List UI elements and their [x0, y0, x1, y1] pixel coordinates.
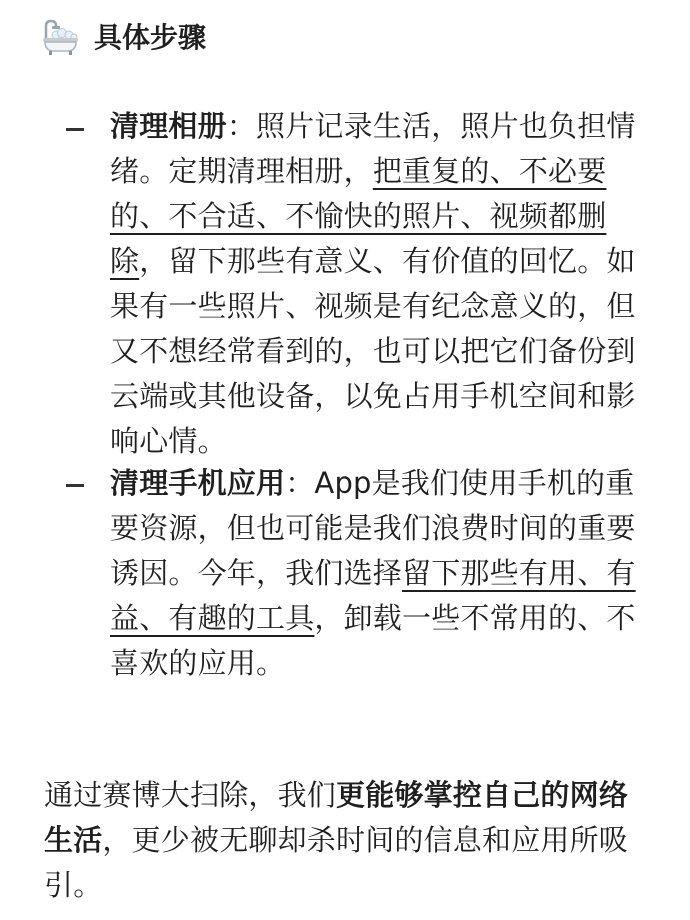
list-item-underlined-text: 留下那些有用、有益、有趣的工具: [110, 556, 636, 635]
list-item-text: [110, 104, 640, 464]
section-heading: [40, 18, 206, 58]
list-item-separator: ：: [285, 466, 315, 500]
bullet-dash-icon: [66, 484, 84, 487]
list-item-body: ，卸载一些不常用的、不喜欢的应用。: [110, 601, 636, 680]
conclusion-bold-text: 更能够掌控自己的网络生活: [44, 778, 629, 857]
list-item-underlined-text: 把重复的、不必要的、不合适、不愉快的照片、视频都删除: [110, 154, 607, 278]
list-item-text: [110, 461, 640, 686]
list-item-separator: ：: [226, 109, 257, 143]
list-item-title: 清理相册: [110, 109, 227, 143]
conclusion-text: ，更少被无聊却杀时间的信息和应用所吸引。: [44, 823, 629, 902]
conclusion-paragraph: [44, 773, 654, 908]
list-item-body: 照片记录生活，照片也负担情绪。定期清理相册，: [110, 109, 636, 188]
section-title: 具体步骤: [94, 21, 207, 54]
list-item-title: 清理手机应用: [110, 466, 286, 500]
list-item-body: ，留下那些有意义、有价值的回忆。如果有一些照片、视频是有纪念意义的，但又不想经常看到的，也可以把它们备份到云端或其他设备，以免占用手机空间和影响心情。: [110, 244, 636, 458]
list-item-body: App是我们使用手机的重要资源，但也可能是我们浪费时间的重要诱因。今年，我们选择: [110, 466, 636, 590]
conclusion-text: 通过赛博大扫除，我们: [44, 778, 337, 812]
bathtub-icon: [40, 18, 80, 58]
bullet-dash-icon: [66, 128, 84, 131]
